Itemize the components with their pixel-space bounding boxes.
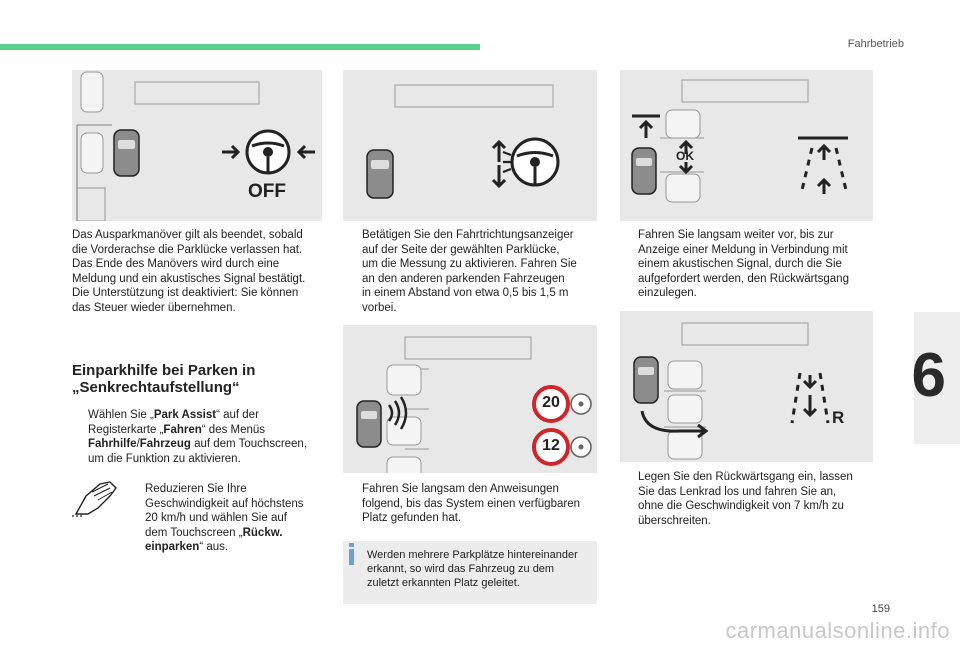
step-activate-park-assist: Wählen Sie „Park Assist“ auf der Registerkarte „Fahren“ des Menüs Fahrhilfe/Fahrzeug auf dem Touchscreen, um die Funktion zu aktivieren.	[88, 409, 308, 465]
step-follow-instructions: Fahren Sie langsam den Anweisungen folgend, bis das System einen verfügbaren Platz gefunden hat.	[362, 483, 580, 524]
step-drive-forward: Fahren Sie langsam weiter vor, bis zur Anzeige einer Meldung in Verbindung mit einem akustischen Signal, durch die Sie aufgefordert werden, den Rückwärtsgang einzulegen.	[638, 229, 849, 299]
section-heading: Einparkhilfe bei Parken in „Senkrechtaufstellung“	[72, 362, 256, 396]
section-title: Fahrbetrieb	[847, 38, 904, 50]
reverse-illustration	[620, 311, 873, 462]
chapter-number: 6	[911, 341, 946, 410]
accent-bar	[0, 44, 480, 50]
step-engage-reverse: Legen Sie den Rückwärtsgang ein, lassen Sie das Lenkrad los und fahren Sie an, ohne die Geschwindigkeit von 7 km/h zu überschreiten.	[638, 471, 853, 527]
watermark: carmanualsonline.info	[725, 618, 950, 643]
ok-label: OK	[676, 149, 694, 163]
indicator-illustration	[343, 70, 597, 221]
illustration-reverse	[620, 311, 873, 462]
illustration-scanning-spaces	[343, 325, 597, 473]
speed-sign-bottom: 12	[542, 437, 560, 454]
speed-sign-top: 20	[542, 394, 560, 411]
hand-touch-icon	[70, 478, 122, 518]
illustration-parking-exit-complete	[72, 70, 322, 221]
illustration-indicator-scan	[343, 70, 597, 221]
step-activate-indicator: Betätigen Sie den Fahrtrichtungsanzeiger auf der Seite der gewählten Parklücke, um die Messung zu aktivieren. Fahren Sie an den anderen parkenden Fahrzeugen in einem Abstand von etwa 0,5 bis 1,5 m vorbei.	[362, 229, 577, 314]
info-note	[343, 541, 597, 604]
page-number: 159	[871, 603, 890, 615]
reverse-gear-label: R	[832, 408, 845, 427]
space-found-illustration	[620, 70, 873, 221]
exit-complete-paragraph: Das Ausparkmanöver gilt als beendet, sobald die Vorderachse die Parklücke verlassen hat. Das Ende des Manövers wird durch eine Meldung und ein akustisches Signal bestätigt. Die Unterstützung ist deaktiviert: Sie können das Steuer wieder übernehmen.	[72, 229, 306, 314]
illustration-space-found	[620, 70, 873, 221]
off-label: OFF	[248, 181, 286, 202]
info-note-text: Werden mehrere Parkplätze hintereinander erkannt, so wird das Fahrzeug zu dem zuletzt erkannten Platz geleitet.	[367, 549, 578, 589]
info-icon	[349, 549, 354, 565]
step-reduce-speed: Reduzieren Sie Ihre Geschwindigkeit auf höchstens 20 km/h und wählen Sie auf dem Touchscreen „Rückw. einparken“ aus.	[145, 483, 304, 553]
